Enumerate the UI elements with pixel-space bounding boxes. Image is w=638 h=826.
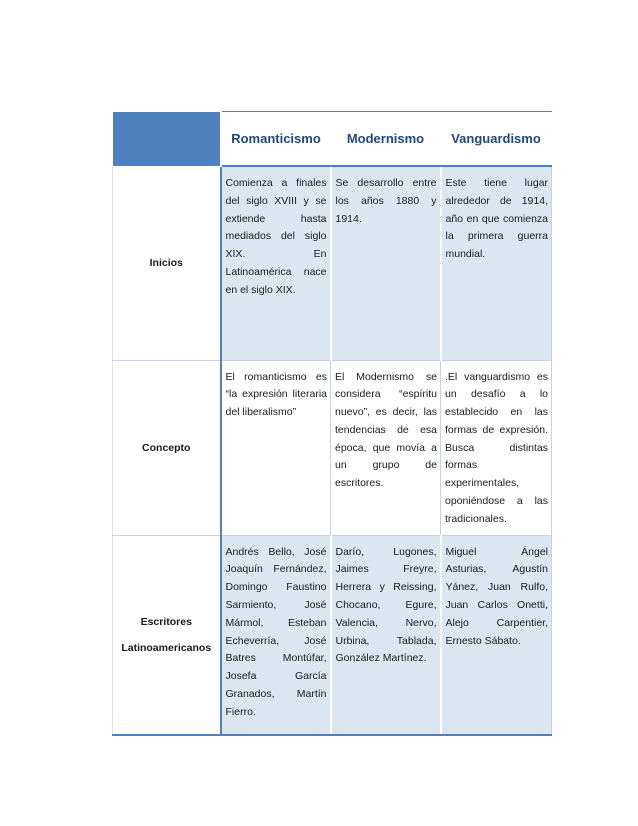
cell-inicios-vanguardismo: Este tiene lugar alrededor de 1914, año en que comienza la primera guerra mundial.: [441, 166, 552, 360]
table-row-escritores: [113, 535, 552, 735]
column-header-modernismo: Modernismo: [331, 112, 441, 167]
row-header-concepto: [113, 360, 221, 535]
column-header-vanguardismo: Vanguardismo: [441, 112, 552, 167]
row-label: Escritores: [140, 615, 192, 628]
cell-inicios-modernismo: Se desarrollo entre los años 1880 y 1914.: [331, 166, 441, 360]
row-header-escritores: [113, 535, 221, 735]
row-label-line2: Latinoamericanos: [121, 641, 212, 654]
cell-escritores-vanguardismo: Miguel Ángel Asturias, Agustín Yánez, Juan Rulfo, Juan Carlos Onetti, Alejo Carpentier, Ernesto Sábato.: [441, 535, 552, 735]
comparison-table: [112, 111, 552, 736]
column-header-romanticismo: Romanticismo: [221, 112, 331, 167]
cell-escritores-romanticismo: Andrés Bello, José Joaquín Fernández, Domingo Faustino Sarmiento, José Mármol, Esteban Echeverría, José Batres Montúfar, Josefa García Granados, Martín Fierro.: [221, 535, 331, 735]
cell-concepto-romanticismo: El romanticismo es “la expresión literaria del liberalismo”: [221, 360, 331, 535]
cell-inicios-romanticismo: Comienza a finales del siglo XVIII y se extiende hasta mediados del siglo XIX. En Latinoamérica nace en el siglo XIX.: [221, 166, 331, 360]
row-label: Inicios: [149, 256, 183, 269]
cell-concepto-modernismo: El Modernismo se considera “espíritu nuevo”, es decir, las tendencias de esa época, que movía a un grupo de escritores.: [331, 360, 441, 535]
row-header-inicios: [113, 166, 221, 360]
row-label: Concepto: [142, 441, 191, 454]
table-row-concepto: [113, 360, 552, 535]
cell-escritores-modernismo: Darío, Lugones, Jaimes Freyre, Herrera y Reissing, Chocano, Egure, Valencia, Nervo, Urbina, Tablada, González Martínez.: [331, 535, 441, 735]
header-row: [113, 112, 552, 167]
cell-concepto-vanguardismo: .El vanguardismo es un desafío a lo establecido en las formas de expresión. Busca distintas formas experimentales, oponiéndose a las tradicionales.: [441, 360, 552, 535]
table-row-inicios: [113, 166, 552, 360]
header-corner-cell: [113, 112, 221, 167]
